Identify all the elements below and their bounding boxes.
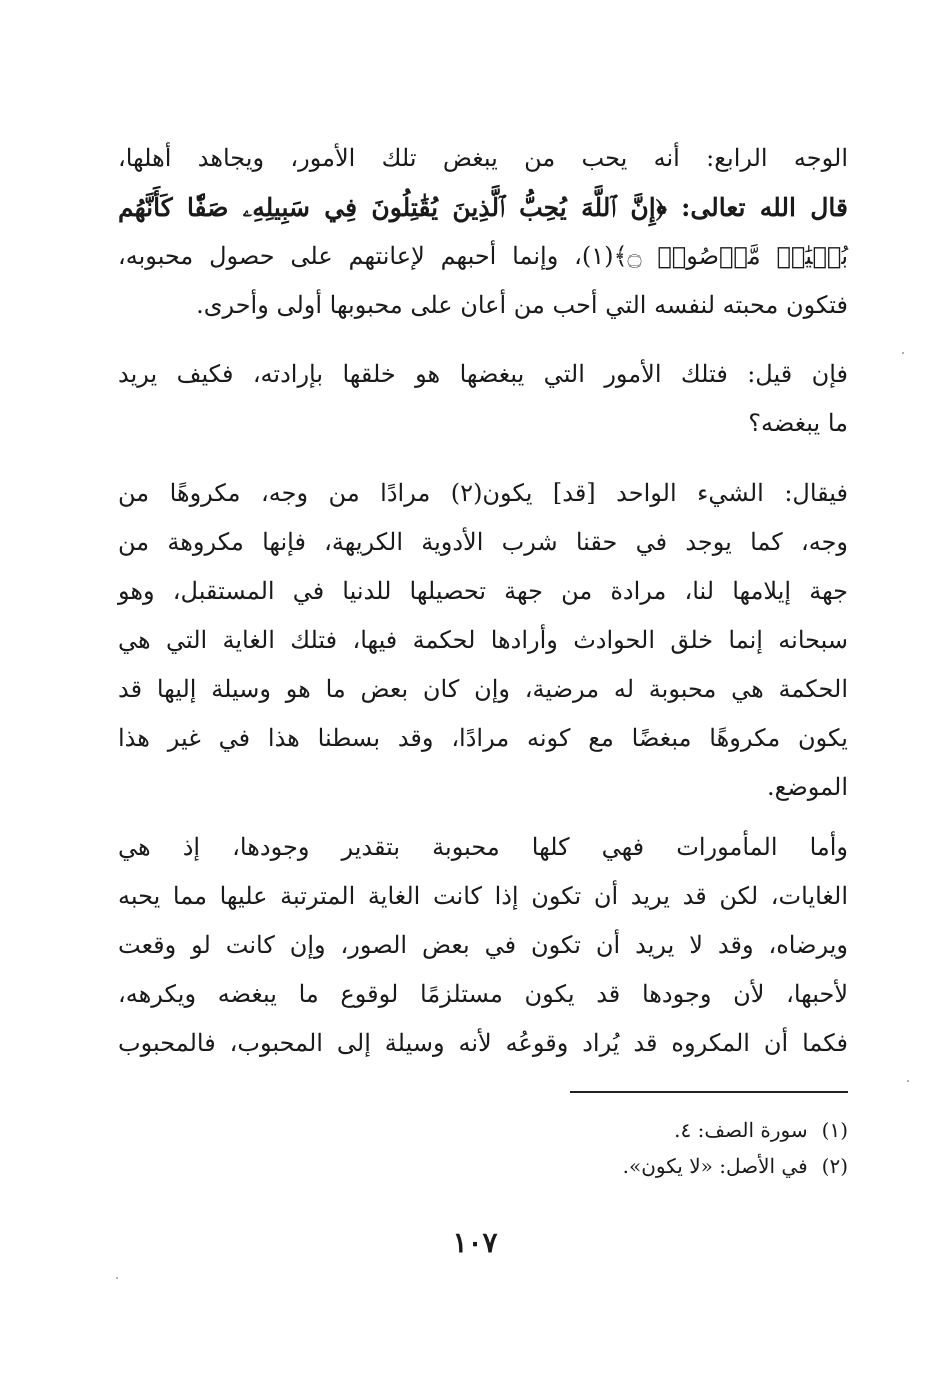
scan-speck	[907, 1080, 909, 1082]
footnote-divider	[570, 1091, 848, 1093]
text-line: الغايات، لكن قد يريد أن تكون إذا كانت الغاية المترتبة عليها مما يحبه	[118, 882, 848, 910]
footnotes	[118, 1112, 848, 1184]
text-line-quran: قال الله تعالى: ﴿إِنَّ ٱللَّهَ يُحِبُّ ٱلَّذِينَ يُقَٰتِلُونَ فِي سَبِيلِهِۦ صَفّٗا كَأَنَّهُم	[118, 193, 848, 222]
footnote-text: سورة الصف: ٤.	[674, 1118, 808, 1142]
page-number: ١٠٧	[452, 1226, 498, 1259]
text-line: وجه، كما يوجد في حقنا شرب الأدوية الكريهة، فإنها مكروهة من	[118, 528, 848, 556]
text-line: فتكون محبته لنفسه التي أحب من أعان على محبوبها أولى وأحرى.	[196, 291, 848, 319]
text-line: الوجه الرابع: أنه يحب من يبغض تلك الأمور، ويجاهد أهلها،	[118, 144, 848, 172]
paragraph-2	[118, 350, 848, 448]
scan-speck	[116, 1277, 118, 1279]
scan-speck	[902, 352, 904, 354]
text-line: جهة إيلامها لنا، مرادة من جهة تحصيلها للدنيا في المستقبل، وهو	[118, 577, 848, 605]
footnote-text: في الأصل: «لا يكون».	[622, 1154, 808, 1178]
text-line: بُنۡيَٰنٞ مَّرۡصُوصٞ ۝﴾(١)، وإنما أحبهم لإعانتهم على حصول محبوبه،	[118, 242, 848, 270]
footnote-number: (١)	[821, 1118, 848, 1142]
text-line: فيقال: الشيء الواحد [قد] يكون(٢) مرادًا من وجه، مكروهًا من	[118, 479, 849, 507]
text-line: فإن قيل: فتلك الأمور التي يبغضها هو خلقها بإرادته، فكيف يريد	[118, 360, 848, 388]
text-line: يكون مكروهًا مبغضًا مع كونه مرادًا، وقد بسطنا هذا في غير هذا	[118, 724, 848, 752]
footnote-number: (٢)	[821, 1154, 848, 1178]
text-line: وأما المأمورات فهي كلها محبوبة بتقدير وجودها، إذ هي	[118, 833, 848, 861]
text-line: لأحبها، لأن وجودها قد يكون مستلزمًا لوقوع ما يبغضه ويكرهه،	[118, 980, 849, 1008]
paragraph-3	[118, 469, 848, 812]
paragraph-4	[118, 823, 848, 1068]
text-line: فكما أن المكروه قد يُراد وقوعُه لأنه وسيلة إلى المحبوب، فالمحبوب	[118, 1029, 848, 1057]
paragraph-1	[118, 134, 848, 330]
text-line: الحكمة هي محبوبة له مرضية، وإن كان بعض ما هو وسيلة إليها قد	[118, 675, 848, 703]
footnote-1	[118, 1112, 848, 1148]
text-line: سبحانه إنما خلق الحوادث وأرادها لحكمة فيها، فتلك الغاية التي هي	[118, 626, 848, 654]
text-line: الموضع.	[766, 773, 848, 801]
text-line: ويرضاه، وقد لا يريد أن تكون في بعض الصور، وإن كانت لو وقعت	[118, 931, 848, 959]
footnote-2	[118, 1148, 848, 1184]
text-line: ما يبغضه؟	[748, 409, 848, 437]
